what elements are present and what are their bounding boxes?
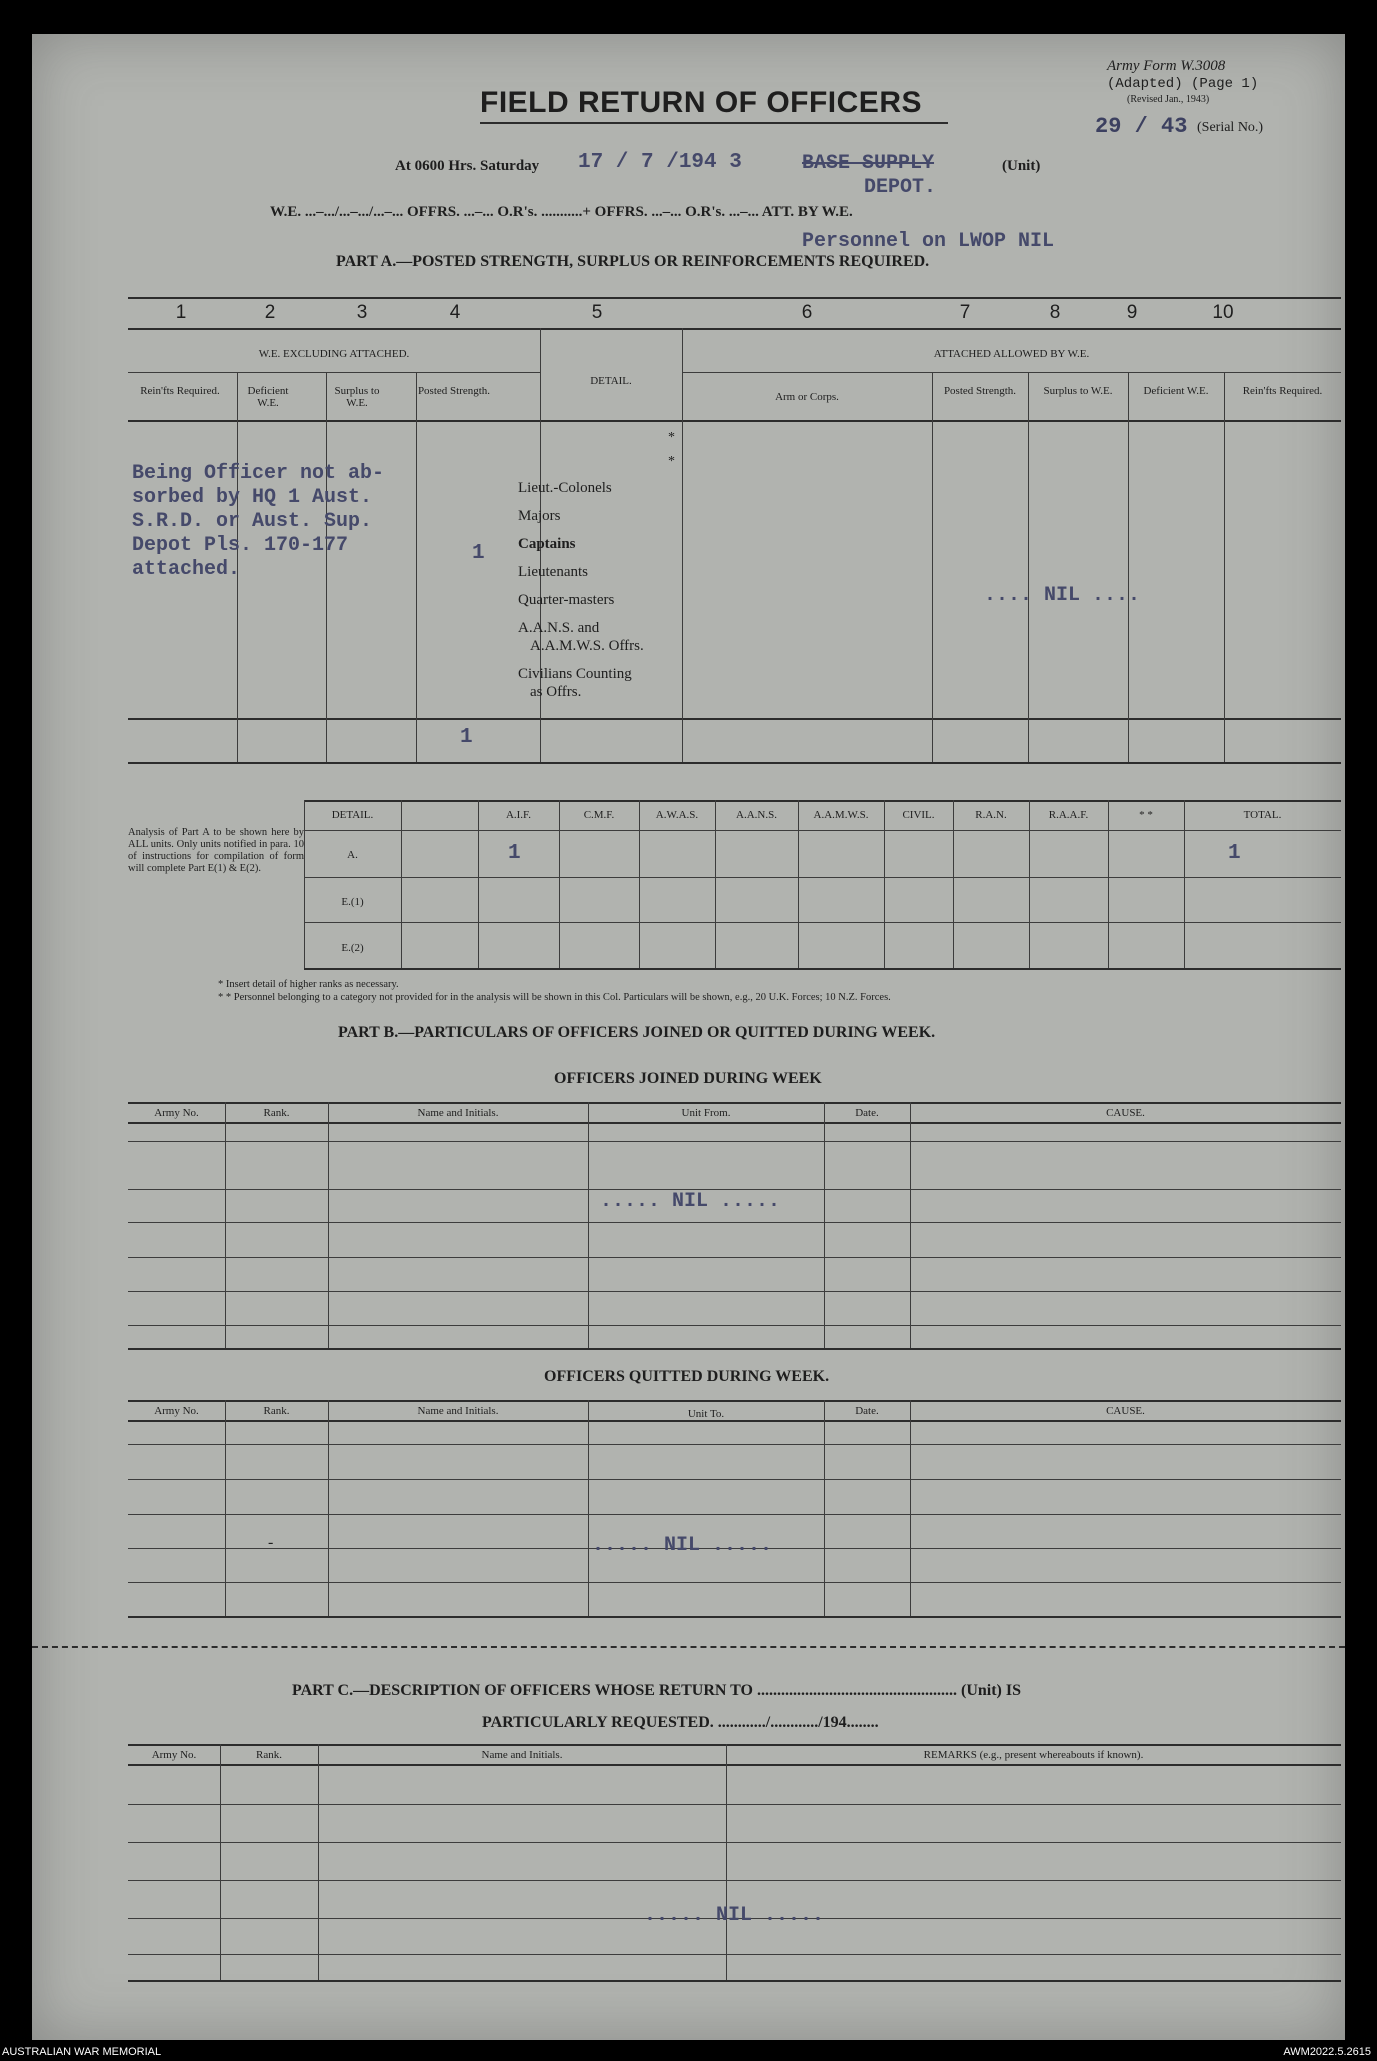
- col-number: 3: [356, 302, 368, 323]
- analysis-col: DETAIL.: [331, 809, 374, 821]
- header-c7: Posted Strength.: [943, 385, 1017, 397]
- part-c-col: REMARKS (e.g., present whereabouts if known).: [923, 1749, 1144, 1761]
- star-marker: *: [668, 454, 675, 469]
- header-c6: Arm or Corps.: [775, 391, 839, 403]
- part-c-nil: ..... NIL .....: [644, 1904, 825, 1927]
- star-marker: *: [668, 430, 675, 445]
- joined-title: OFFICERS JOINED DURING WEEK: [554, 1070, 822, 1087]
- posted-strength-total: 1: [460, 726, 473, 749]
- group-right: ATTACHED ALLOWED BY W.E.: [933, 348, 1090, 360]
- col-number: 4: [449, 302, 461, 323]
- analysis-col: A.A.N.S.: [736, 809, 777, 821]
- perforation-line: [32, 1646, 1345, 1648]
- header-c2: Deficient W.E.: [247, 385, 289, 409]
- quitted-col: Date.: [855, 1405, 879, 1417]
- serial-label: (Serial No.): [1197, 120, 1264, 135]
- form-id: Army Form W.3008: [1107, 58, 1226, 74]
- col-number: 1: [175, 302, 187, 323]
- group-left: W.E. EXCLUDING ATTACHED.: [258, 348, 410, 360]
- quitted-col: Rank.: [263, 1405, 290, 1417]
- joined-col: Date.: [855, 1107, 879, 1119]
- form-sheet: [32, 34, 1345, 2040]
- we-line: W.E. ...–.../...–.../...–... OFFRS. ...–... O.R's. ...........+ OFFRS. ...–... O.R's. ...–... ATT. BY W.E.: [270, 204, 853, 220]
- footer-left: AUSTRALIAN WAR MEMORIAL: [2, 2046, 162, 2058]
- col-number: 10: [1212, 302, 1234, 323]
- typed-note-line: attached.: [132, 558, 241, 581]
- posted-strength-value: 1: [472, 542, 485, 565]
- date-typed: 17 / 7 /194 3: [578, 151, 742, 174]
- part-c-col: Army No.: [151, 1749, 197, 1761]
- quitted-mark: -: [268, 1534, 274, 1551]
- analysis-col: A.I.F.: [505, 809, 532, 821]
- col-number: 7: [959, 302, 971, 323]
- rank-label: as Offrs.: [530, 684, 582, 700]
- attached-nil: .... NIL ....: [984, 584, 1141, 607]
- footer-right: AWM2022.5.2615: [1283, 2046, 1371, 2058]
- analysis-col: R.A.N.: [975, 809, 1007, 821]
- joined-col: Rank.: [263, 1107, 290, 1119]
- joined-col: Army No.: [154, 1107, 199, 1119]
- title-underline: [480, 122, 948, 124]
- analysis-aif-a: 1: [508, 842, 521, 865]
- quitted-col: Army No.: [154, 1405, 199, 1417]
- quitted-col: CAUSE.: [1106, 1405, 1145, 1417]
- part-b-title: PART B.—PARTICULARS OF OFFICERS JOINED OR QUITTED DURING WEEK.: [338, 1024, 936, 1041]
- analysis-row-label: E.(1): [341, 896, 364, 908]
- analysis-note: Analysis of Part A to be shown here by ALL units. Only units notified in para. 10 of instructions for compilation of form will complete Part E(1) & E(2).: [128, 827, 304, 874]
- rank-label: Captains: [518, 536, 576, 552]
- serial-number: 29 / 43: [1095, 114, 1188, 139]
- footnote-1: * Insert detail of higher ranks as necessary.: [218, 979, 399, 990]
- rank-label: A.A.N.S. and: [518, 620, 600, 636]
- joined-col: CAUSE.: [1106, 1107, 1145, 1119]
- unit-typed-1: BASE SUPPLY: [802, 152, 935, 175]
- header-c10: Rein'fts Required.: [1242, 385, 1323, 397]
- rank-label: Quarter-masters: [518, 592, 615, 608]
- rank-label: A.A.M.W.S. Offrs.: [530, 638, 644, 654]
- quitted-col: Name and Initials.: [417, 1405, 499, 1417]
- header-c4: Posted Strength.: [417, 385, 491, 397]
- col-number: 2: [264, 302, 276, 323]
- col-number: 5: [591, 302, 603, 323]
- analysis-col: A.W.A.S.: [655, 809, 699, 821]
- part-c-title: PART C.—DESCRIPTION OF OFFICERS WHOSE RETURN TO .................................................. (Unit) IS: [292, 1682, 1022, 1699]
- rank-label: Majors: [518, 508, 561, 524]
- analysis-col: C.M.F.: [583, 809, 615, 821]
- header-c1: Rein'fts Required.: [140, 385, 220, 397]
- analysis-total-a: 1: [1228, 842, 1241, 865]
- analysis-col: CIVIL.: [902, 809, 935, 821]
- page-title: FIELD RETURN OF OFFICERS: [480, 86, 922, 119]
- col-number: 8: [1049, 302, 1061, 323]
- joined-col: Name and Initials.: [417, 1107, 499, 1119]
- header-c3: Surplus to W.E.: [334, 385, 380, 409]
- part-c-col: Name and Initials.: [481, 1749, 563, 1761]
- rank-label: Lieut.-Colonels: [518, 480, 612, 496]
- header-c9: Deficient W.E.: [1143, 385, 1209, 397]
- part-c-subtitle: PARTICULARLY REQUESTED. ............/............/194........: [482, 1714, 879, 1731]
- quitted-title: OFFICERS QUITTED DURING WEEK.: [544, 1368, 830, 1385]
- quitted-col: Unit To.: [687, 1408, 725, 1420]
- typed-note-line: Depot Pls. 170-177: [132, 534, 349, 557]
- part-a-title: PART A.—POSTED STRENGTH, SURPLUS OR REINFORCEMENTS REQUIRED.: [336, 253, 930, 270]
- analysis-row-label: E.(2): [341, 942, 364, 954]
- analysis-col: * *: [1139, 809, 1153, 821]
- analysis-row-label: A.: [347, 849, 358, 861]
- rank-label: Civilians Counting: [518, 666, 632, 682]
- analysis-col: R.A.A.F.: [1048, 809, 1089, 821]
- col-number: 6: [801, 302, 813, 323]
- typed-note-line: Being Officer not ab-: [132, 462, 385, 485]
- form-adapted: (Adapted) (Page 1): [1107, 76, 1259, 92]
- lwop-typed: Personnel on LWOP NIL: [802, 230, 1055, 253]
- rank-label: Lieutenants: [518, 564, 588, 580]
- col-number: 9: [1126, 302, 1138, 323]
- analysis-col: TOTAL.: [1243, 809, 1282, 821]
- unit-typed-2: DEPOT.: [864, 176, 937, 199]
- joined-col: Unit From.: [681, 1107, 731, 1119]
- header-c8: Surplus to W.E.: [1043, 385, 1113, 397]
- typed-note-line: S.R.D. or Aust. Sup.: [132, 510, 373, 533]
- header-c5: DETAIL.: [590, 375, 632, 387]
- typed-note-line: sorbed by HQ 1 Aust.: [132, 486, 373, 509]
- quitted-nil: ..... NIL .....: [592, 1534, 773, 1557]
- form-revised: (Revised Jan., 1943): [1127, 94, 1210, 105]
- analysis-col: A.A.M.W.S.: [813, 809, 869, 821]
- at-label: At 0600 Hrs. Saturday: [395, 158, 540, 174]
- unit-label: (Unit): [1002, 158, 1041, 174]
- part-c-col: Rank.: [256, 1749, 282, 1761]
- footnote-2: * * Personnel belonging to a category not provided for in the analysis will be shown in this Col. Particulars will be shown, e.g., 20 U.K. Forces; 10 N.Z. Forces.: [218, 992, 891, 1003]
- joined-nil: ..... NIL .....: [600, 1190, 781, 1213]
